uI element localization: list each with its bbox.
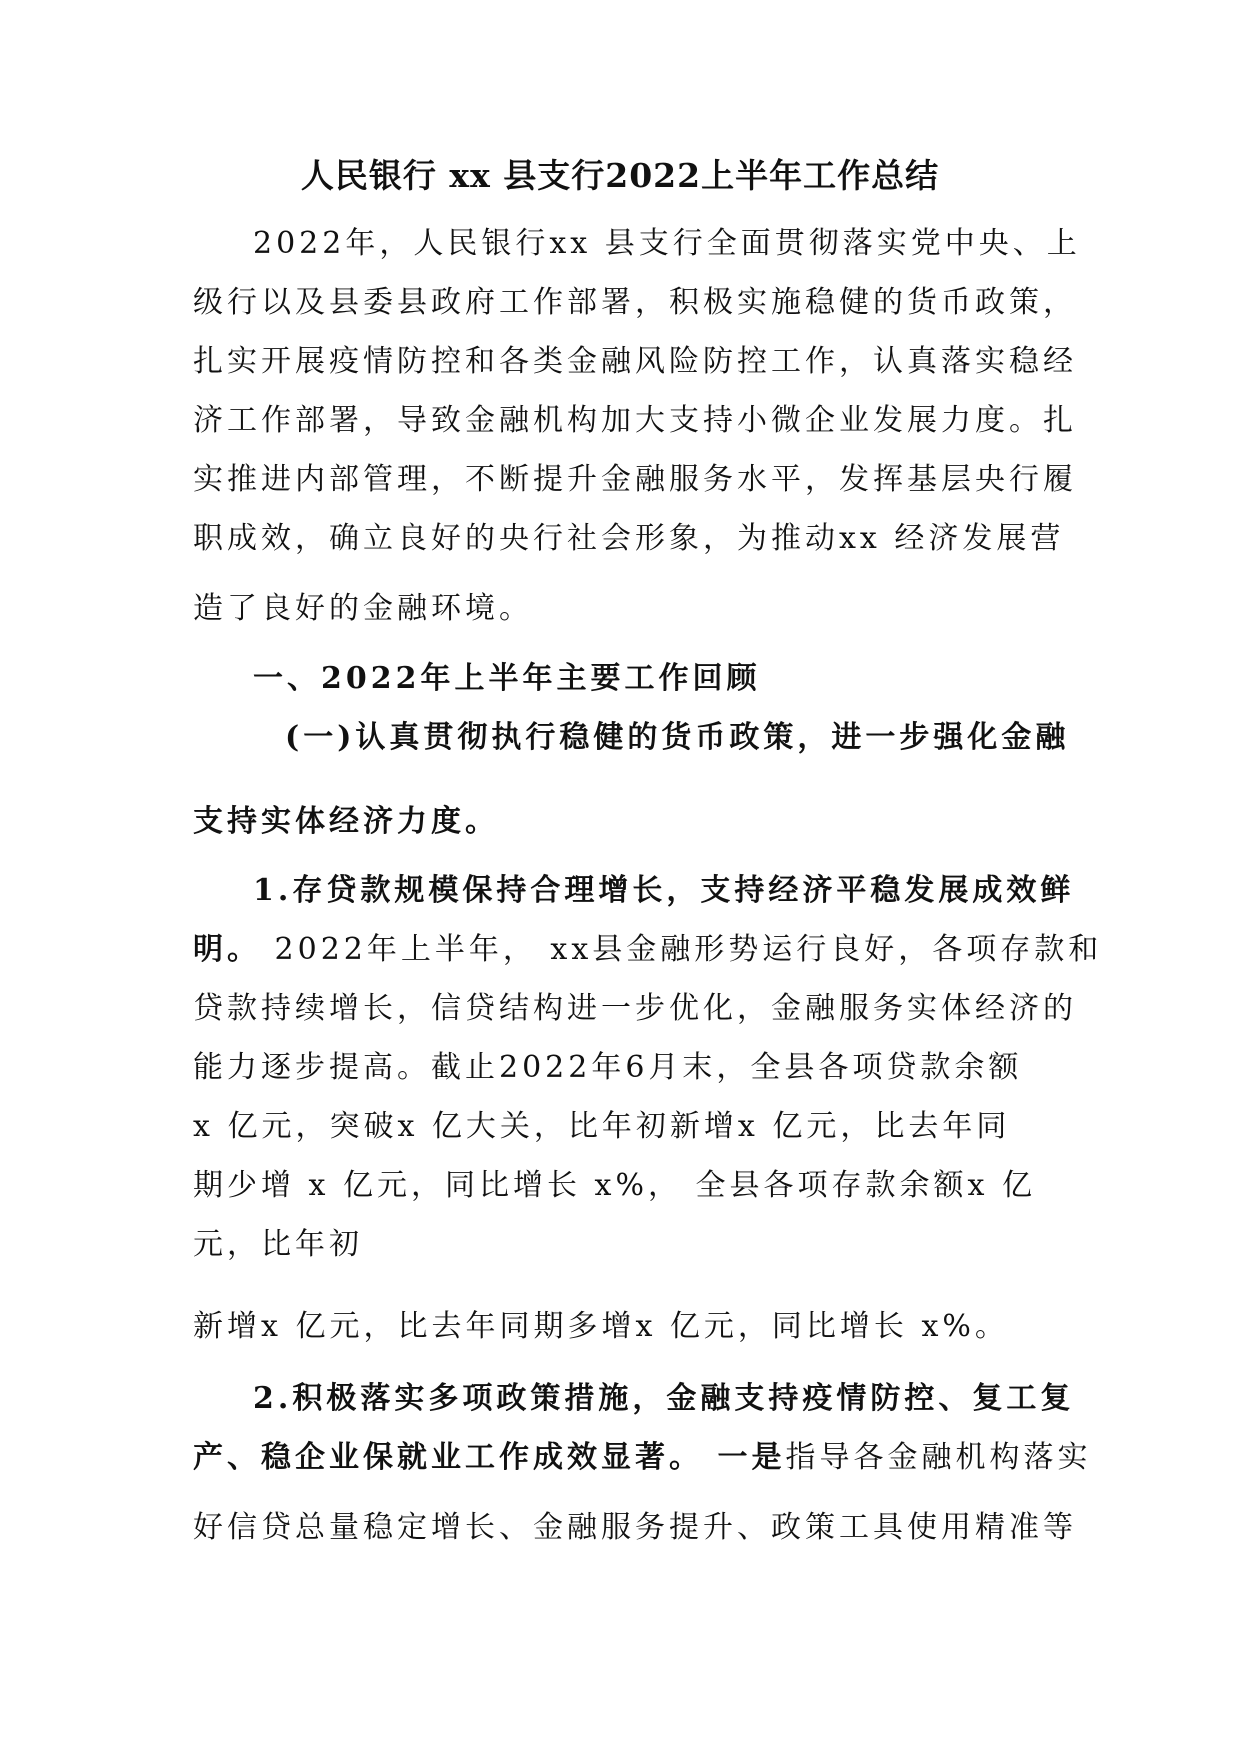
item1-heading-line-2: 明。 [193,932,261,967]
item1-line-7: 元，比年初 [193,1227,363,1262]
item1-line-4: 能力逐步提高。截止2022年6月末，全县各项贷款余额 [193,1050,1023,1085]
item2-heading-line-2: 产、稳企业保就业工作成效显著。 [193,1440,703,1475]
intro-line-1: 2022年，人民银行xx 县支行全面贯彻落实党中央、上 [253,226,1081,261]
intro-line-4: 济工作部署，导致金融机构加大支持小微企业发展力度。扎 [193,403,1077,438]
item2-line-2-text: 指导各金融机构落实 [785,1440,1092,1475]
item1-line-3: 贷款持续增长，信贷结构进一步优化，金融服务实体经济的 [193,991,1077,1026]
intro-line-5: 实推进内部管理，不断提升金融服务水平，发挥基层央行履 [193,462,1077,497]
intro-line-7: 造了良好的金融环境。 [193,591,533,626]
section-heading: 一、2022年上半年主要工作回顾 [253,661,761,696]
item1-line-5: x 亿元，突破x 亿大关，比年初新增x 亿元，比去年同 [193,1109,1011,1144]
item1-line-6: 期少增 x 亿元，同比增长 x%， 全县各项存款余额x 亿 [193,1168,1036,1203]
item1-line-2 [193,924,1102,968]
item2-line-2 [193,1432,1091,1476]
intro-line-2: 级行以及县委县政府工作部署，积极实施稳健的货币政策， [193,285,1077,320]
item1-heading-line-1: 1.存贷款规模保持合理增长，支持经济平稳发展成效鲜 [253,873,1075,908]
item2-lead-bold: 一是 [703,1440,786,1475]
document-title: 人民银行 xx 县支行2022上半年工作总结 [300,156,940,195]
item1-line-8: 新增x 亿元，比去年同期多增x 亿元，同比增长 x%。 [193,1309,1009,1344]
intro-line-6: 职成效，确立良好的央行社会形象，为推动xx 经济发展营 [193,521,1065,556]
subsection-heading-line-2: 支持实体经济力度。 [193,804,499,839]
subsection-heading-line-1: (一)认真贯彻执行稳健的货币政策，进一步强化金融 [285,720,1070,755]
item2-line-3: 好信贷总量稳定增长、金融服务提升、政策工具使用精准等 [193,1510,1077,1545]
item1-line-2-text: 2022年上半年， xx县金融形势运行良好，各项存款和 [261,932,1103,967]
intro-line-3: 扎实开展疫情防控和各类金融风险防控工作，认真落实稳经 [193,344,1077,379]
item2-heading-line-1: 2.积极落实多项政策措施，金融支持疫情防控、复工复 [253,1381,1075,1416]
